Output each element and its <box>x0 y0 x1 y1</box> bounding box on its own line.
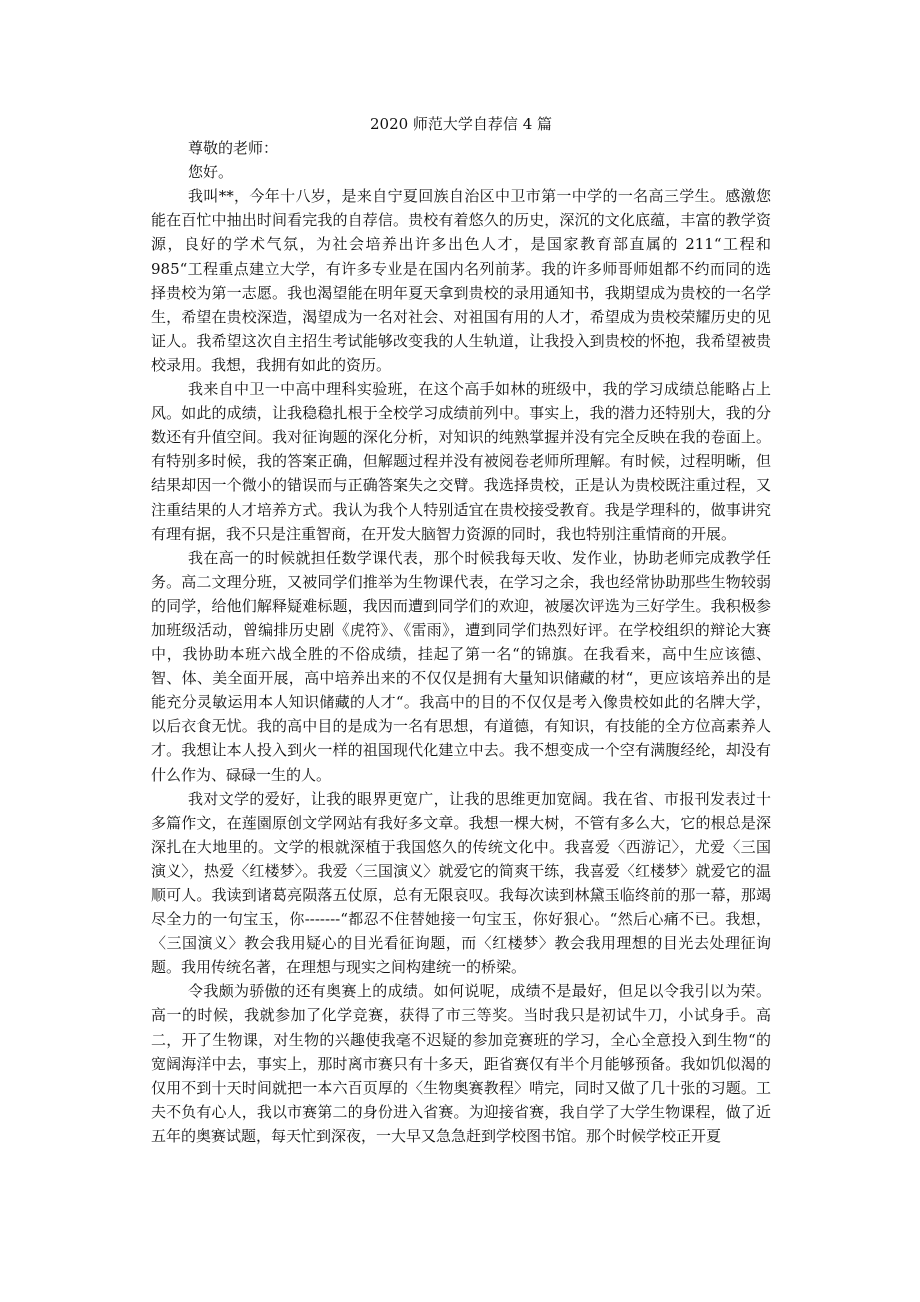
document-title: 2020 师范大学自荐信 4 篇 <box>369 115 553 133</box>
paragraph-literature: 我对文学的爱好，让我的眼界更宽广，让我的思维更加宽阔。我在省、市报刊发表过十多篇作文，在莲園原创文学网站有我好多文章。我想一棵大树，不管有多么大，它的根总是深深扎在大地里的。文学的根就深植于我国悠久的传统文化中。我喜爱〈西游记〉，尤爱〈三国演义〉，热爱〈红楼梦〉。我爱〈三国演义〉就爱它的简爽干练，我喜爱〈红楼梦〉就爱它的温顺可人。我读到诸葛亮陨落五仗原，总有无限哀叹。我每次读到林黛玉临终前的那一幕，那竭尽全力的一句宝玉，你-------“都忍不住替她接一句宝玉，你好狠心。“然后心痛不已。我想，〈三国演义〉教会我用疑心的目光看征询题，而〈红楼梦〉教会我用理想的目光去处理征询题。我用传统名著，在理想与现实之间构建统一的桥梁。 <box>151 789 771 977</box>
greeting: 您好。 <box>188 163 234 182</box>
salutation: 尊敬的老师： <box>188 139 279 158</box>
document-body <box>151 112 771 1148</box>
paragraph-academics: 我来自中卫一中高中理科实验班，在这个高手如林的班级中，我的学习成绩总能略占上风。如此的成绩，让我稳稳扎根于全校学习成绩前列中。事实上，我的潜力还特别大，我的分数还有升值空间。我对征询题的深化分析，对知识的纯熟掌握并没有完全反映在我的卷面上。有特别多时候，我的答案正确，但解题过程并没有被阅卷老师所理解。有时候，过程明晰，但结果却因一个微小的错误而与正确答案失之交臂。我选择贵校，正是认为贵校既注重过程，又注重结果的人才培养方式。我认为我个人特别适宜在贵校接受教育。我是学理科的，做事讲究有理有据，我不只是注重智商，在开发大脑智力资源的同时，我也特别注重情商的开展。 <box>151 380 771 543</box>
paragraph-introduction: 我叫**，今年十八岁，是来自宁夏回族自治区中卫市第一中学的一名高三学生。感激您能在百忙中抽出时间看完我的自荐信。贵校有着悠久的历史，深沉的文化底蕴，丰富的教学资源，良好的学术气氛，为社会培养出许多出色人才，是国家教育部直属的 211“工程和 985“工程重点建立大学，有许多专业是在国内名列前茅。我的许多师哥师姐都不约而同的选择贵校为第一志愿。我也渴望能在明年夏天拿到贵校的录用通知书，我期望成为贵校的一名学生，希望在贵校深造，渴望成为一名对社会、对祖国有用的人才，希望成为贵校荣耀历史的见证人。我希望这次自主招生考试能够改变我的人生轨道，让我投入到贵校的怀抱，我希望被贵校录用。我想，我拥有如此的资历。 <box>151 187 771 374</box>
paragraph-olympiad: 令我颇为骄傲的还有奥赛上的成绩。如何说呢，成绩不是最好，但足以令我引以为荣。高一的时候，我就参加了化学竞赛，获得了市三等奖。当时我只是初试牛刀，小试身手。高二，开了生物课，对生物的兴趣使我毫不迟疑的参加竞赛班的学习，全心全意投入到生物“的宽阔海洋中去，事实上，那时离市赛只有十多天，距省赛仅有半个月能够预备。我如饥似渴的仅用不到十天时间就把一本六百页厚的〈生物奥赛教程〉啃完，同时又做了几十张的习题。工夫不负有心人，我以市赛第二的身份进入省赛。为迎接省赛，我自学了大学生物课程，做了近五年的奥赛试题，每天忙到深夜，一大早又急急赶到学校图书馆。那个时候学校正开夏 <box>151 982 771 1145</box>
paragraph-activities: 我在高一的时候就担任数学课代表，那个时候我每天收、发作业，协助老师完成教学任务。高二文理分班，又被同学们推举为生物课代表，在学习之余，我也经常协助那些生物较弱的同学，给他们解释疑难标题，我因而遭到同学们的欢迎，被屡次评选为三好学生。我积极参加班级活动，曾编排历史剧《虎符》、《雷雨》，遭到同学们热烈好评。在学校组织的辩论大赛中，我协助本班六战全胜的不俗成绩，挂起了第一名“的锦旗。在我看来，高中生应该德、智、体、美全面开展，高中培养出来的不仅仅是拥有大量知识储藏的材“，更应该培养出的是能充分灵敏运用本人知识储藏的人才“。我高中的目的不仅仅是考入像贵校如此的名牌大学，以后衣食无忧。我的高中目的是成为一名有思想，有道德，有知识，有技能的全方位高素养人才。我想让本人投入到火一样的祖国现代化建立中去。我不想变成一个空有满腹经纶，却没有什么作为、碌碌一生的人。 <box>151 548 771 784</box>
